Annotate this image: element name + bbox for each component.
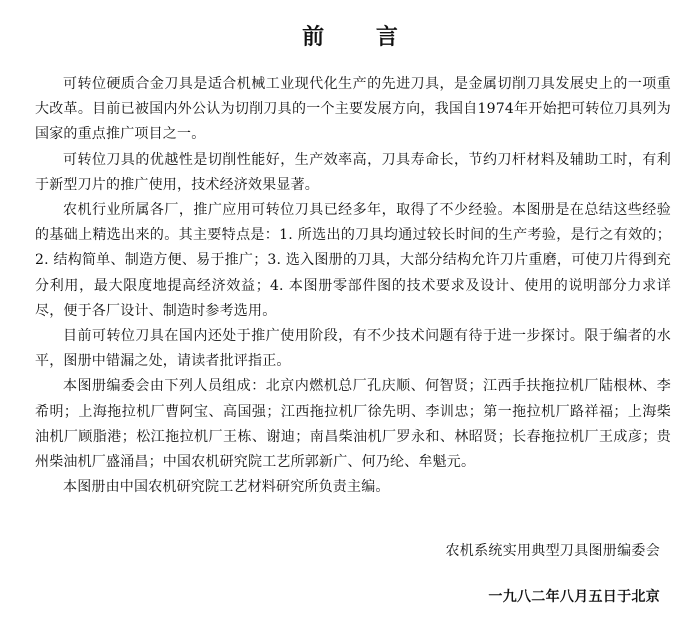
paragraph-advantages: 可转位刀具的优越性是切削性能好，生产效率高，刀具寿命长，节约刀杆材料及辅助工时，有利于新型刀片的推广使用，技术经济效果显著。 [35,151,671,193]
paragraph-committee: 本图册编委会由下列人员组成：北京内燃机总厂孔庆顺、何智贤；江西手扶拖拉机厂陆根林、李希明；上海拖拉机厂曹阿宝、高国强；江西拖拉机厂徐先明、李训忠；第一拖拉机厂路祥福；上海柴油机厂顾脂港；松江拖拉机厂王栋、谢迪；南昌柴油机厂罗永和、林昭贤；长春拖拉机厂王成彦；贵州柴油机厂盛涌昌；中国农机研究院工艺所郭新广、何乃纶、牟魁元。 [35,378,671,471]
signature-committee: 农机系统实用典型刀具图册编委会 [445,543,660,559]
signature-date: 一九八二年八月五日于北京 [488,589,660,605]
paragraph-status: 目前可转位刀具在国内还处于推广使用阶段，有不少技术问题有待于进一步探讨。限于编者的水平，图册中错漏之处，请读者批评指正。 [35,328,671,370]
paragraph-features: 农机行业所属各厂，推广应用可转位刀具已经多年，取得了不少经验。本图册是在总结这些经验的基础上精选出来的。其主要特点是：1. 所选出的刀具均通过较长时间的生产考验，是行之有效的；2. 结构简单、制造方便、易于推广；3. 选入图册的刀具，大部分结构允许刀片重磨，可使刀片得到充分利用，最大限度地提高经济效益；4. 本图册零部件图的技术要求及设计、使用的说明部分力求详尽，便于各厂设计、制造时参考选用。 [35,202,671,319]
preface-body [35,72,671,500]
paragraph-intro: 可转位硬质合金刀具是适合机械工业现代化生产的先进刀具，是金属切削刀具发展史上的一项重大改革。目前已被国内外公认为切削刀具的一个主要发展方向，我国自1974年开始把可转位刀具列为国家的重点推广项目之一。 [35,76,671,143]
paragraph-editor: 本图册由中国农机研究院工艺材料研究所负责主编。 [63,479,390,496]
page-title: 前 言 [302,24,420,50]
